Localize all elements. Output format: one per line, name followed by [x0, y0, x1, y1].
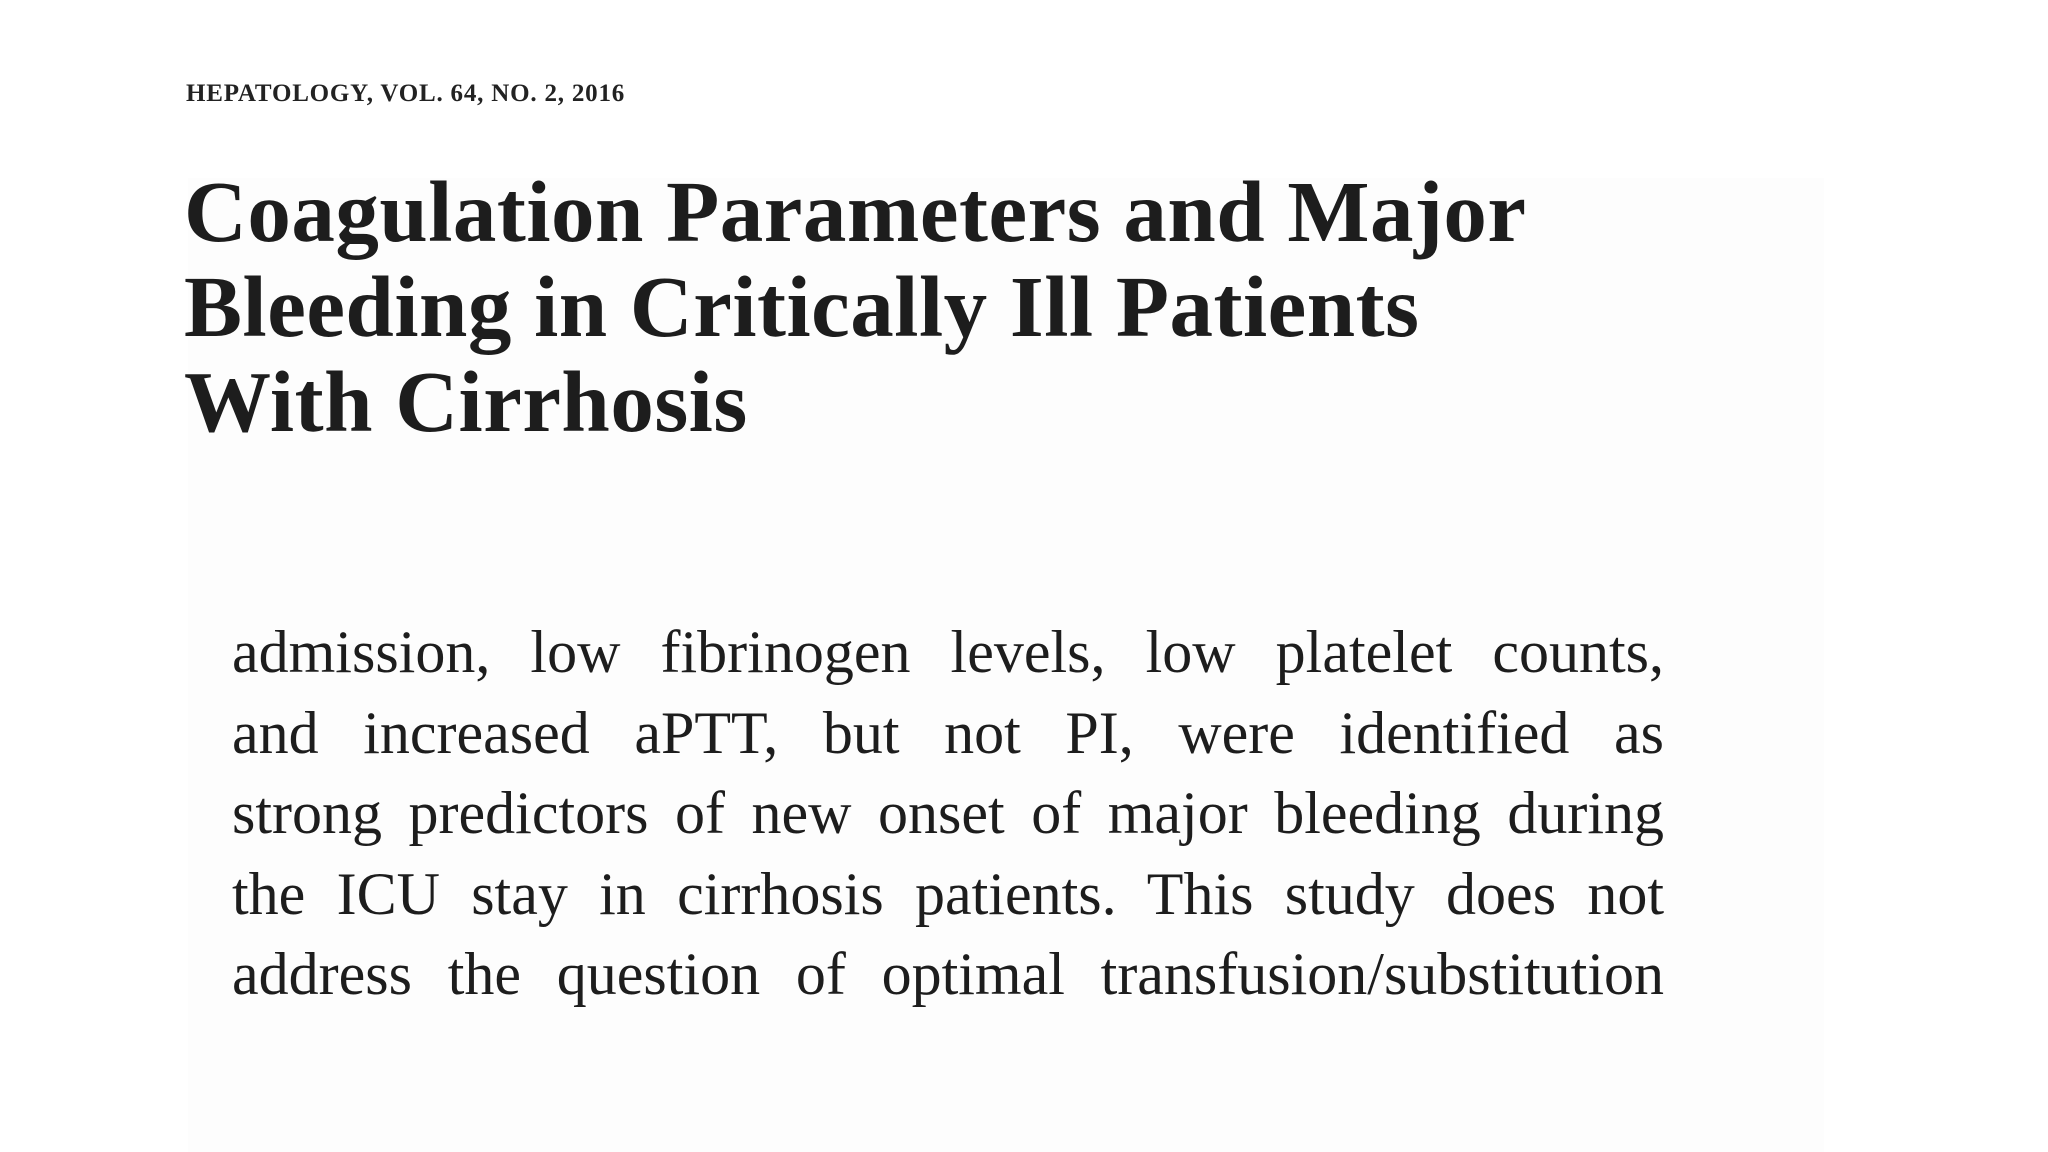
journal-citation: HEPATOLOGY, VOL. 64, NO. 2, 2016 — [186, 80, 626, 107]
excerpt-line: strong predictors of new onset of major bleeding during — [232, 780, 1664, 846]
excerpt-line: and increased aPTT, but not PI, were identified as — [232, 699, 1664, 766]
title-line: Coagulation Parameters and Major — [184, 163, 1527, 260]
abstract-excerpt — [232, 612, 1664, 1015]
excerpt-line: the ICU stay in cirrhosis patients. This study does not — [232, 860, 1664, 927]
article-title — [184, 164, 1527, 449]
title-line: Bleeding in Critically Ill Patients — [184, 258, 1420, 355]
excerpt-crop — [232, 612, 1664, 1007]
excerpt-line: admission, low fibrinogen levels, low platelet counts, — [232, 619, 1664, 685]
title-line: With Cirrhosis — [184, 353, 748, 450]
excerpt-line: address the question of optimal transfusion/substitution — [232, 941, 1664, 1007]
